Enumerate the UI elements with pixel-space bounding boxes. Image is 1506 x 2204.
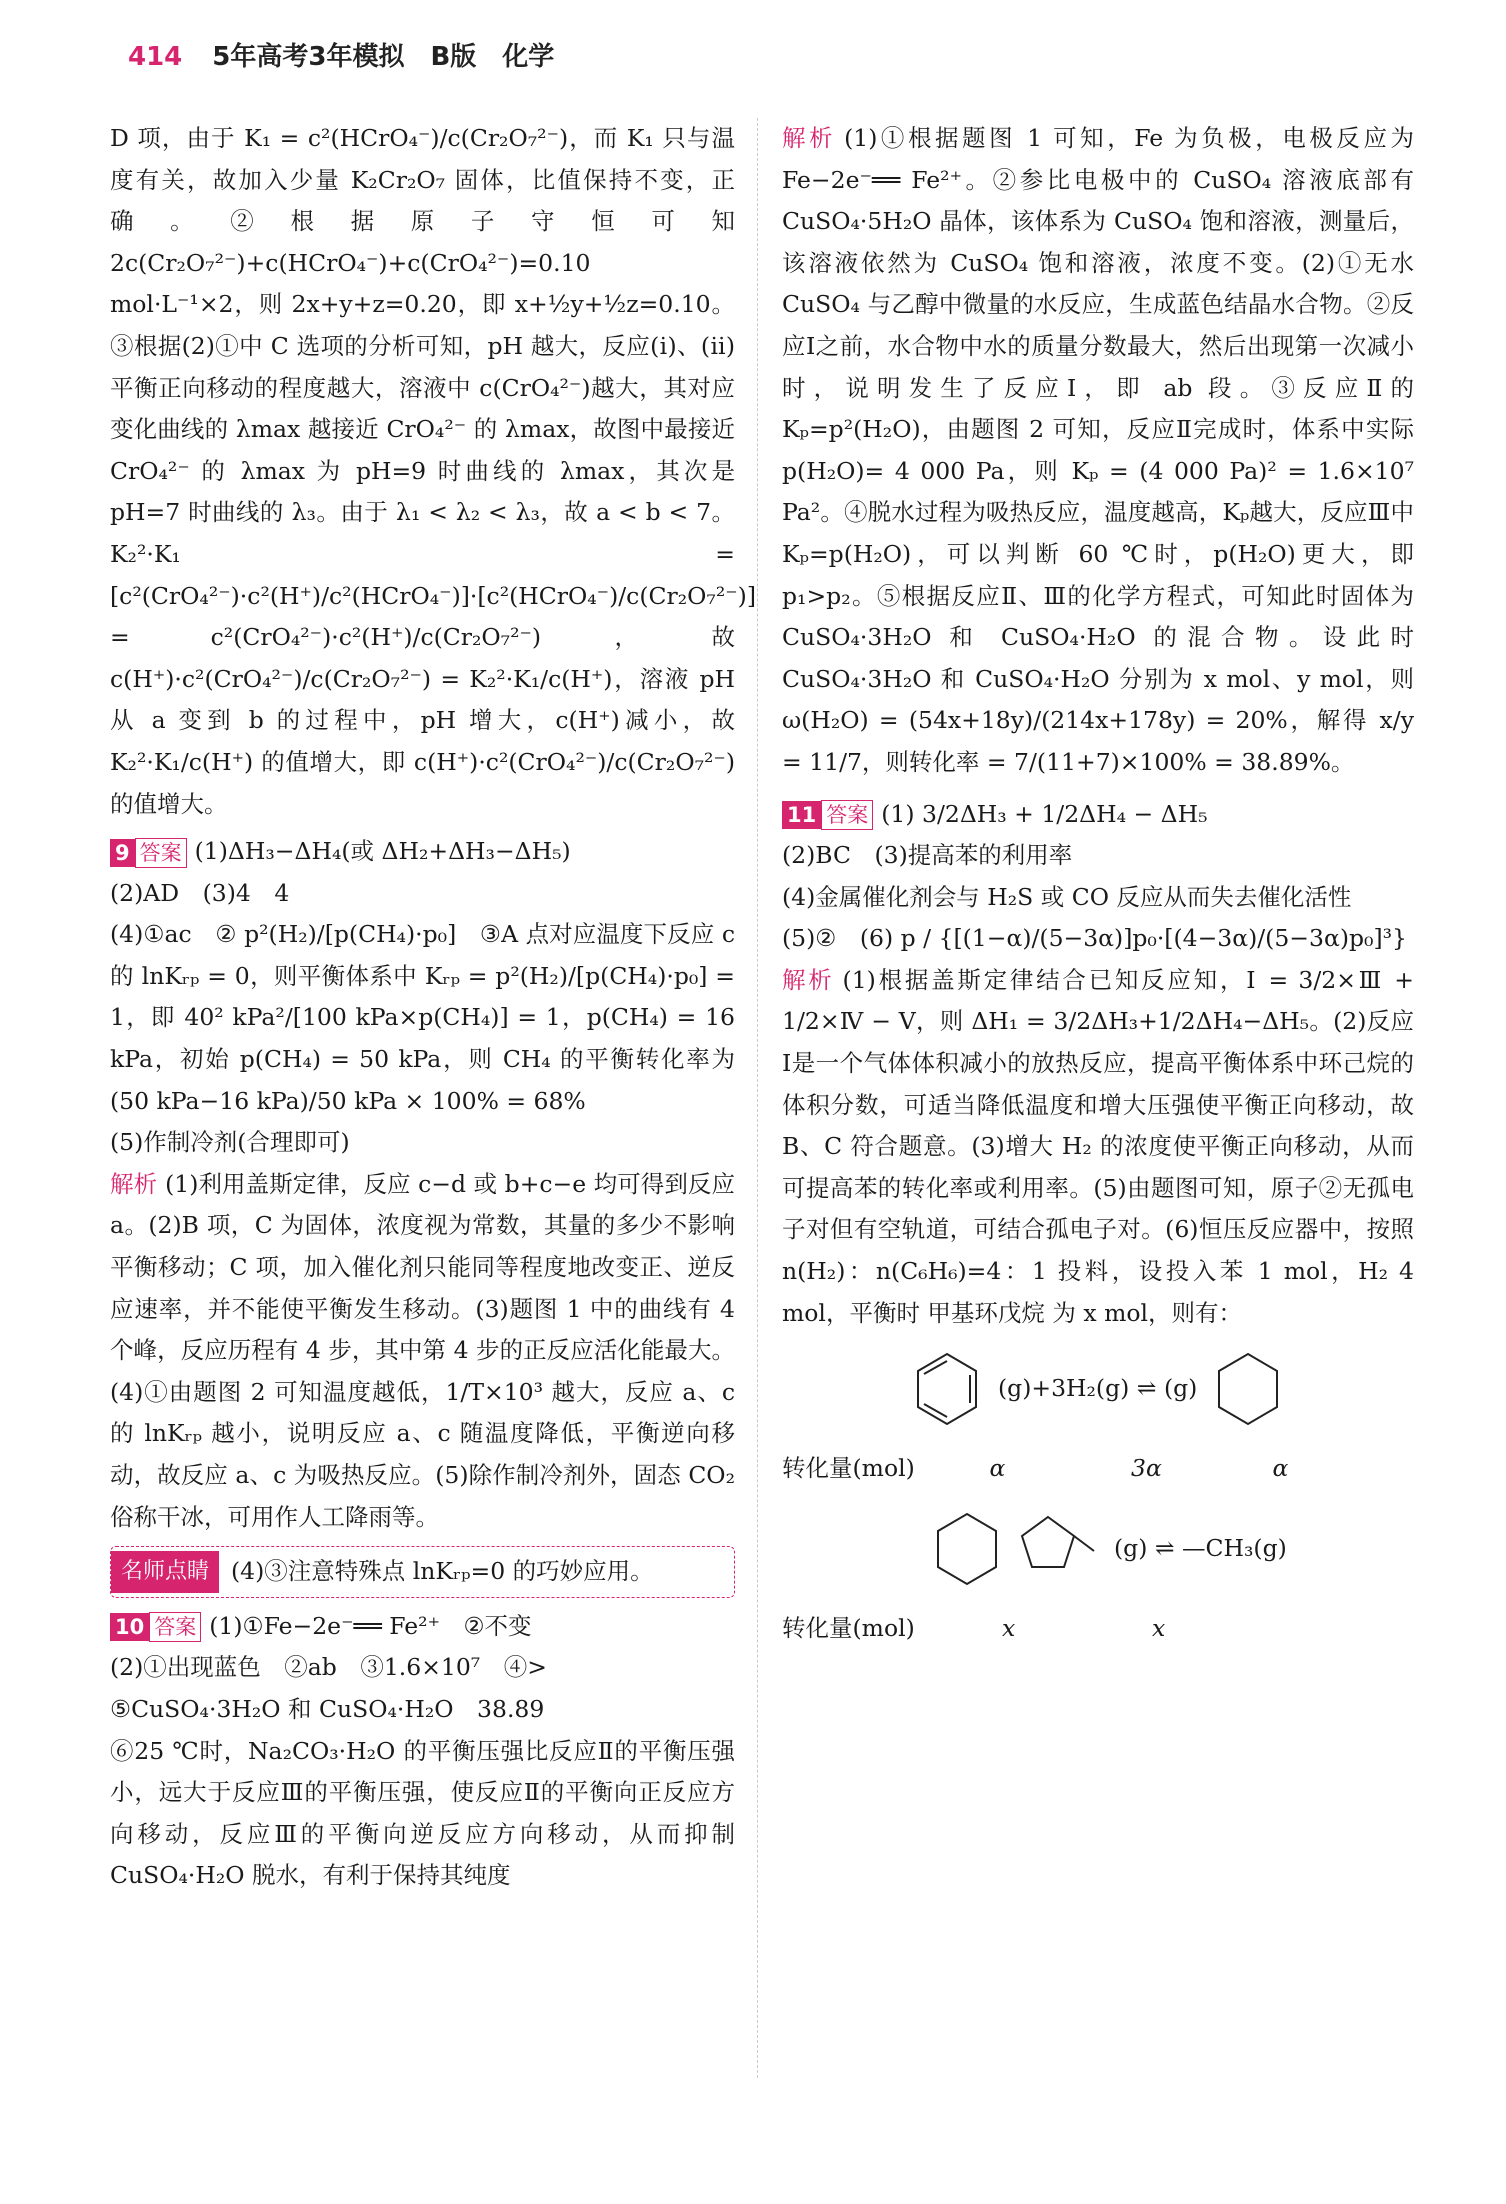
left-continuation-text: D 项，由于 K₁ = c²(HCrO₄⁻)/c(Cr₂O₇²⁻)，而 K₁ 只与温度有关，故加入少量 K₂Cr₂O₇ 固体，比值保持不变，正确。②根据原子守恒可知 2c(Cr₂O₇²⁻)+c(HCrO₄⁻)+c(CrO₄²⁻)=0.10 mol·L⁻¹×2，则 2x+y+z=0.20，即 x+½y+½z=0.10。③根据(2)①中 C 选项的分析可知，pH 越大，反应(ⅰ)、(ⅱ)平衡正向移动的程度越大，溶液中 c(CrO₄²⁻)越大，其对应变化曲线的 λmax 越接近 CrO₄²⁻ 的 λmax，故图中最接近 CrO₄²⁻ 的 λmax 为 pH=9 时曲线的 λmax，其次是pH=7 时曲线的 λ₃。由于 λ₁ < λ₂ < λ₃，故 a < b < 7。K₂²·K₁ = [c²(CrO₄²⁻)·c²(H⁺)/c²(HCrO₄⁻)]·[c²(HCrO₄⁻)/c(Cr₂O₇²⁻)] = c²(CrO₄²⁻)·c²(H⁺)/c(Cr₂O₇²⁻)，故 c(H⁺)·c²(CrO₄²⁻)/c(Cr₂O₇²⁻) = K₂²·K₁/c(H⁺)，溶液 pH 从 a 变到 b 的过程中，pH 增大，c(H⁺)减小，故 K₂²·K₁/c(H⁺) 的值增大，即 c(H⁺)·c²(CrO₄²⁻)/c(Cr₂O₇²⁻) 的值增大。	[110, 124, 756, 818]
answer-10-line: ⑥25 ℃时，Na₂CO₃·H₂O 的平衡压强比反应Ⅱ的平衡压强小，远大于反应Ⅲ的平衡压强，使反应Ⅱ的平衡向正反应方向移动，反应Ⅲ的平衡向逆反应方向移动，从而抑制CuSO₄·H₂O 脱水，有利于保持其纯度	[110, 1736, 735, 1890]
answer-11	[782, 794, 1414, 1335]
amount-label: 转化量(mol)	[782, 1614, 915, 1643]
page-header	[128, 36, 554, 76]
reaction-1-equation: (g)+3H₂(g) ⇌ (g)	[998, 1374, 1198, 1403]
amount-value: 3α	[1131, 1454, 1162, 1483]
reaction-2-equation: (g) ⇌ —CH₃(g)	[1114, 1534, 1287, 1563]
right-column	[782, 118, 1414, 1654]
answer-10-tag: 10 答案	[110, 1612, 201, 1642]
cyclohexane-ring-icon	[932, 1509, 1002, 1589]
benzene-ring-icon	[912, 1349, 982, 1429]
answer-10-line: 10 答案 (1)①Fe−2e⁻══ Fe²⁺ ②不变	[110, 1606, 735, 1648]
answer-10-line: ⑤CuSO₄·3H₂O 和 CuSO₄·H₂O 38.89	[110, 1694, 545, 1723]
methylcyclopentane-ring-icon	[1018, 1509, 1098, 1589]
book-title: 5年高考3年模拟 B版 化学	[212, 42, 555, 72]
answer-11-line: (4)金属催化剂会与 H₂S 或 CO 反应从而失去催化活性	[782, 882, 1352, 911]
left-column	[110, 118, 756, 1897]
answer-9-tag: 9 答案	[110, 838, 187, 868]
reaction-2-amounts	[782, 1604, 1414, 1654]
answer-9-analysis: 解析 (1)利用盖斯定律，反应 c−d 或 b+c−e 均可得到反应 a。(2)B 项，C 为固体，浓度视为常数，其量的多少不影响平衡移动；C 项，加入催化剂只能同等程度地改变正、逆反应速率，并不能使平衡发生移动。(3)题图 1 中的曲线有 4 个峰，反应历程有 4 步，其中第 4 步的正反应活化能最大。(4)①由题图 2 可知温度越低，1/T×10³ 越大，反应 a、c 的 lnKᵣₚ 越小，说明反应 a、c 随温度降低，平衡逆向移动，故反应 a、c 为吸热反应。(5)除作制冷剂外，固态 CO₂ 俗称干冰，可用作人工降雨等。	[110, 1169, 736, 1531]
answer-11-analysis: 解析 (1)根据盖斯定律结合已知反应知，Ⅰ = 3/2×Ⅲ + 1/2×Ⅳ − Ⅴ，则 ΔH₁ = 3/2ΔH₃+1/2ΔH₄−ΔH₅。(2)反应Ⅰ是一个气体体积减小的放热反应，提高平衡体系中环己烷的体积分数，可适当降低温度和增大压强使平衡正向移动，故 B、C 符合题意。(3)增大 H₂ 的浓度使平衡正向移动，从而可提高苯的转化率或利用率。(5)由题图可知，原子②无孤电子对但有空轨道，可结合孤电子对。(6)恒压反应器中，按照 n(H₂)：n(C₆H₆)=4：1 投料，设投入苯 1 mol，H₂ 4 mol，平衡时 甲基环戊烷 为 x mol，则有：	[782, 965, 1415, 1327]
answer-11-line: 11 答案 (1) 3/2ΔH₃ + 1/2ΔH₄ − ΔH₅	[782, 794, 1414, 836]
teacher-tip	[110, 1546, 735, 1598]
reaction-1	[912, 1334, 1414, 1444]
answer-9-line: 9 答案 (1)ΔH₃−ΔH₄(或 ΔH₂+ΔH₃−ΔH₅)	[110, 831, 735, 873]
answer-11-line: (5)② (6) p / {[(1−α)/(5−3α)]p₀·[(4−3α)/(5−3α)p₀]³}	[782, 924, 1407, 953]
answer-10-analysis: 解析 (1)①根据题图 1 可知，Fe 为负极，电极反应为 Fe−2e⁻══ Fe²⁺。②参比电极中的 CuSO₄ 溶液底部有 CuSO₄·5H₂O 晶体，该体系为 CuSO₄ 饱和溶液，测量后，该溶液依然为 CuSO₄ 饱和溶液，浓度不变。(2)①无水 CuSO₄ 与乙醇中微量的水反应，生成蓝色结晶水合物。②反应Ⅰ之前，水合物中水的质量分数最大，然后出现第一次减小时，说明发生了反应Ⅰ，即 ab 段。③反应Ⅱ的 Kₚ=p²(H₂O)，由题图 2 可知，反应Ⅱ完成时，体系中实际 p(H₂O)= 4 000 Pa，则 Kₚ = (4 000 Pa)² = 1.6×10⁷ Pa²。④脱水过程为吸热反应，温度越高，Kₚ越大，反应Ⅲ中 Kₚ=p(H₂O)，可以判断 60 ℃时，p(H₂O)更大，即 p₁>p₂。⑤根据反应Ⅱ、Ⅲ的化学方程式，可知此时固体为 CuSO₄·3H₂O 和 CuSO₄·H₂O 的混合物。设此时 CuSO₄·3H₂O 和 CuSO₄·H₂O 分别为 x mol、y mol，则 ω(H₂O) = (54x+18y)/(214x+178y) = 20%，解得 x/y = 11/7，则转化率 = 7/(11+7)×100% = 38.89%。	[782, 124, 1415, 776]
amount-value: x	[1002, 1614, 1016, 1643]
answer-11-tag: 11 答案	[782, 800, 873, 830]
cyclohexane-ring-icon	[1213, 1349, 1283, 1429]
amount-value: α	[1272, 1454, 1289, 1483]
answer-10-line: (2)①出现蓝色 ②ab ③1.6×10⁷ ④>	[110, 1653, 547, 1682]
amount-label: 转化量(mol)	[782, 1454, 915, 1483]
page-number: 414	[128, 42, 183, 72]
answer-9-line: (5)作制冷剂(合理即可)	[110, 1128, 350, 1157]
reaction-1-amounts	[782, 1444, 1414, 1494]
answer-9-line: (4)①ac ② p²(H₂)/[p(CH₄)·p₀] ③A 点对应温度下反应 c 的 lnKᵣₚ = 0，则平衡体系中 Kᵣₚ = p²(H₂)/[p(CH₄)·p₀] = 1，即 40² kPa²/[100 kPa×p(CH₄)] = 1，p(CH₄) = 16 kPa，初始 p(CH₄) = 50 kPa，则 CH₄ 的平衡转化率为 (50 kPa−16 kPa)/50 kPa × 100% = 68%	[110, 920, 735, 1115]
teacher-tip-text: (4)③注意特殊点 lnKᵣₚ=0 的巧妙应用。	[231, 1557, 654, 1586]
amount-value: x	[1152, 1614, 1166, 1643]
teacher-tip-label: 名师点睛	[111, 1551, 219, 1593]
answer-10	[110, 1606, 735, 1897]
answer-11-line: (2)BC (3)提高苯的利用率	[782, 841, 1073, 870]
reaction-2	[932, 1494, 1414, 1604]
amount-value: α	[989, 1454, 1006, 1483]
answer-9-line: (2)AD (3)4 4	[110, 878, 290, 907]
answer-9	[110, 831, 735, 1538]
column-divider	[757, 118, 758, 2078]
